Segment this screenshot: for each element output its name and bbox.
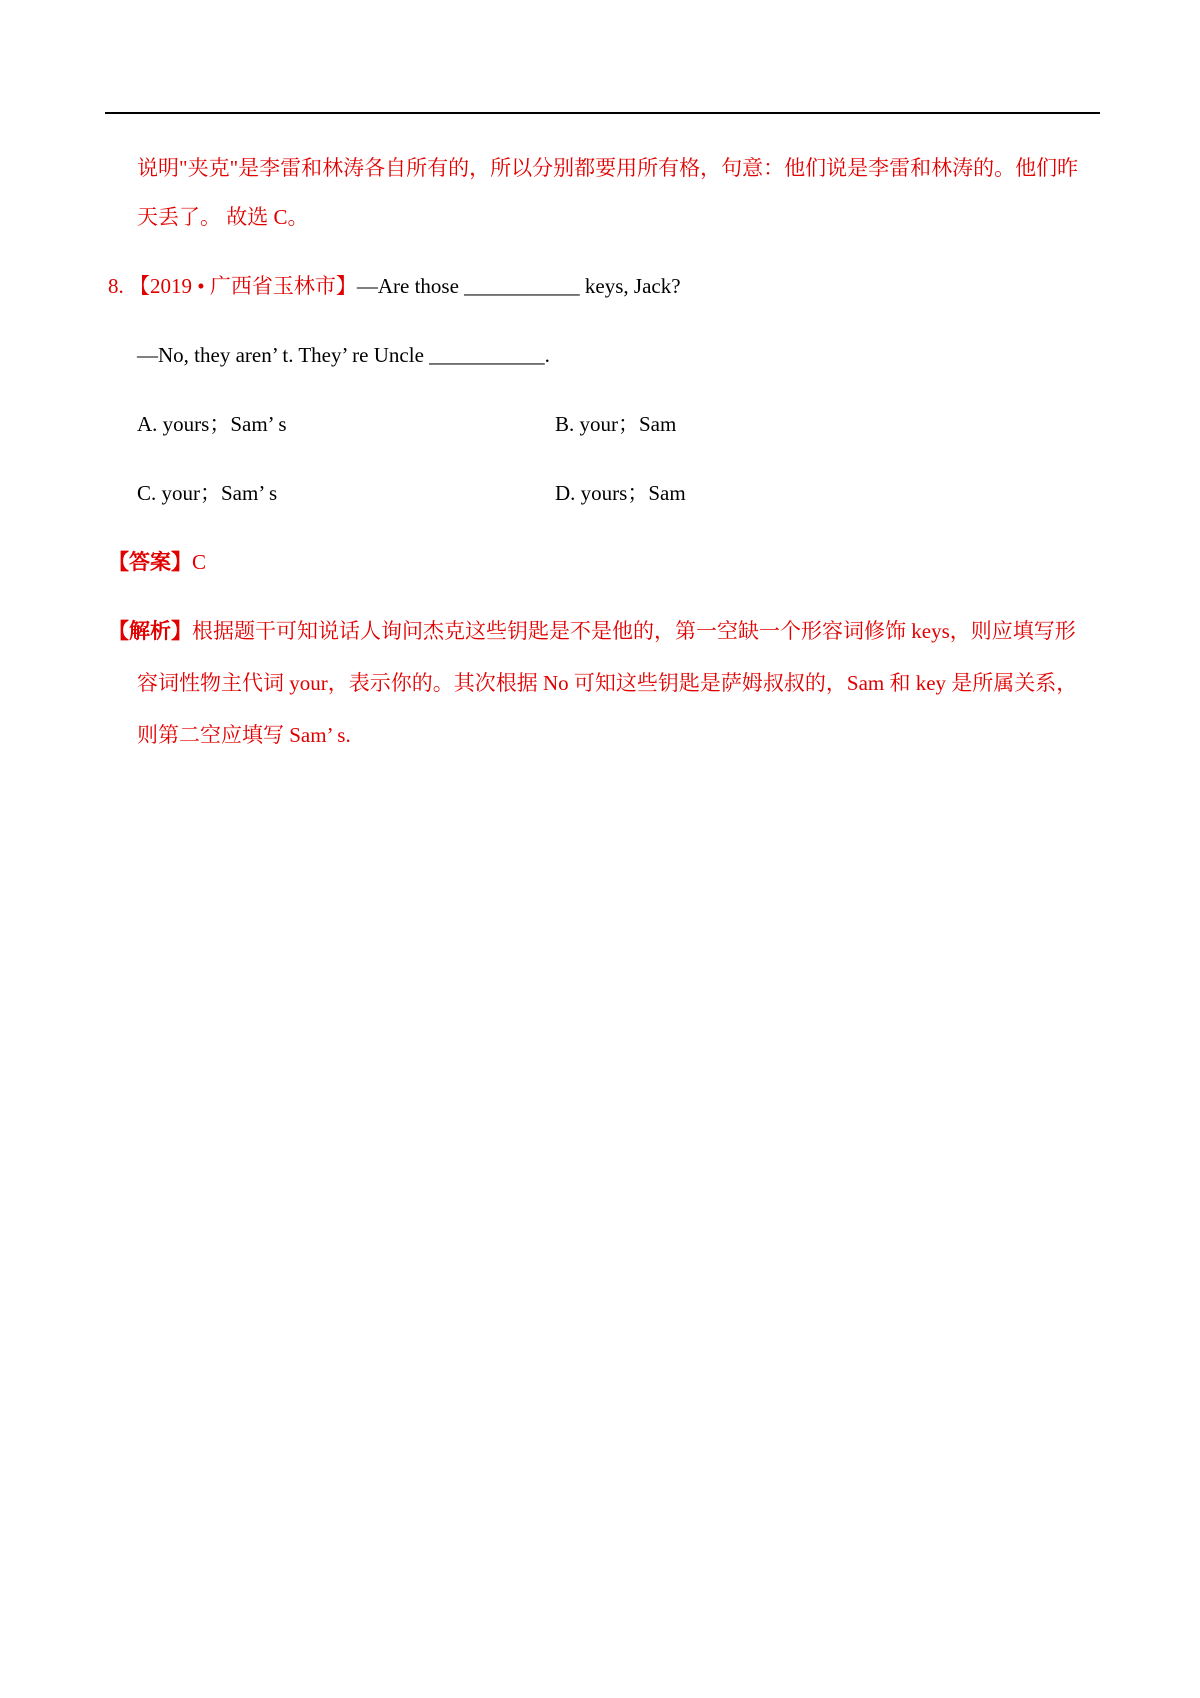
option-c: C. your；Sam’ s bbox=[137, 481, 278, 505]
analysis-line-2: 容词性物主代词 your，表示你的。其次根据 No 可知这些钥匙是萨姆叔叔的，Sam 和 key 是所属关系， bbox=[137, 671, 1078, 695]
analysis-line-3: 则第二空应填写 Sam’ s. bbox=[137, 723, 351, 747]
question-number: 8. bbox=[108, 274, 124, 298]
answer-label: 【答案】 bbox=[108, 550, 192, 574]
analysis-line-1 bbox=[108, 616, 1076, 646]
option-b: B. your；Sam bbox=[555, 412, 677, 436]
header-rule bbox=[105, 112, 1100, 114]
answer-value: C bbox=[192, 550, 207, 574]
prev-explanation-line-1: 说明"夹克"是李雷和林涛各自所有的，所以分别都要用所有格，句意：他们说是李雷和林涛的。他们昨 bbox=[137, 156, 1079, 180]
question-reply: —No, they aren’ t. They’ re Uncle ___________. bbox=[137, 343, 550, 367]
question-8 bbox=[108, 271, 681, 301]
analysis-text-1: 根据题干可知说话人询问杰克这些钥匙是不是他的，第一空缺一个形容词修饰 keys，则应填写形 bbox=[192, 619, 1076, 643]
question-stem: —Are those ___________ keys, Jack? bbox=[356, 274, 681, 298]
analysis-label: 【解析】 bbox=[108, 619, 192, 643]
option-a: A. yours；Sam’ s bbox=[137, 412, 287, 436]
question-source: 【2019 • 广西省玉林市】 bbox=[129, 274, 357, 298]
option-d: D. yours；Sam bbox=[555, 481, 686, 505]
prev-explanation-line-2: 天丢了。 故选 C。 bbox=[137, 205, 309, 229]
answer bbox=[108, 547, 206, 577]
